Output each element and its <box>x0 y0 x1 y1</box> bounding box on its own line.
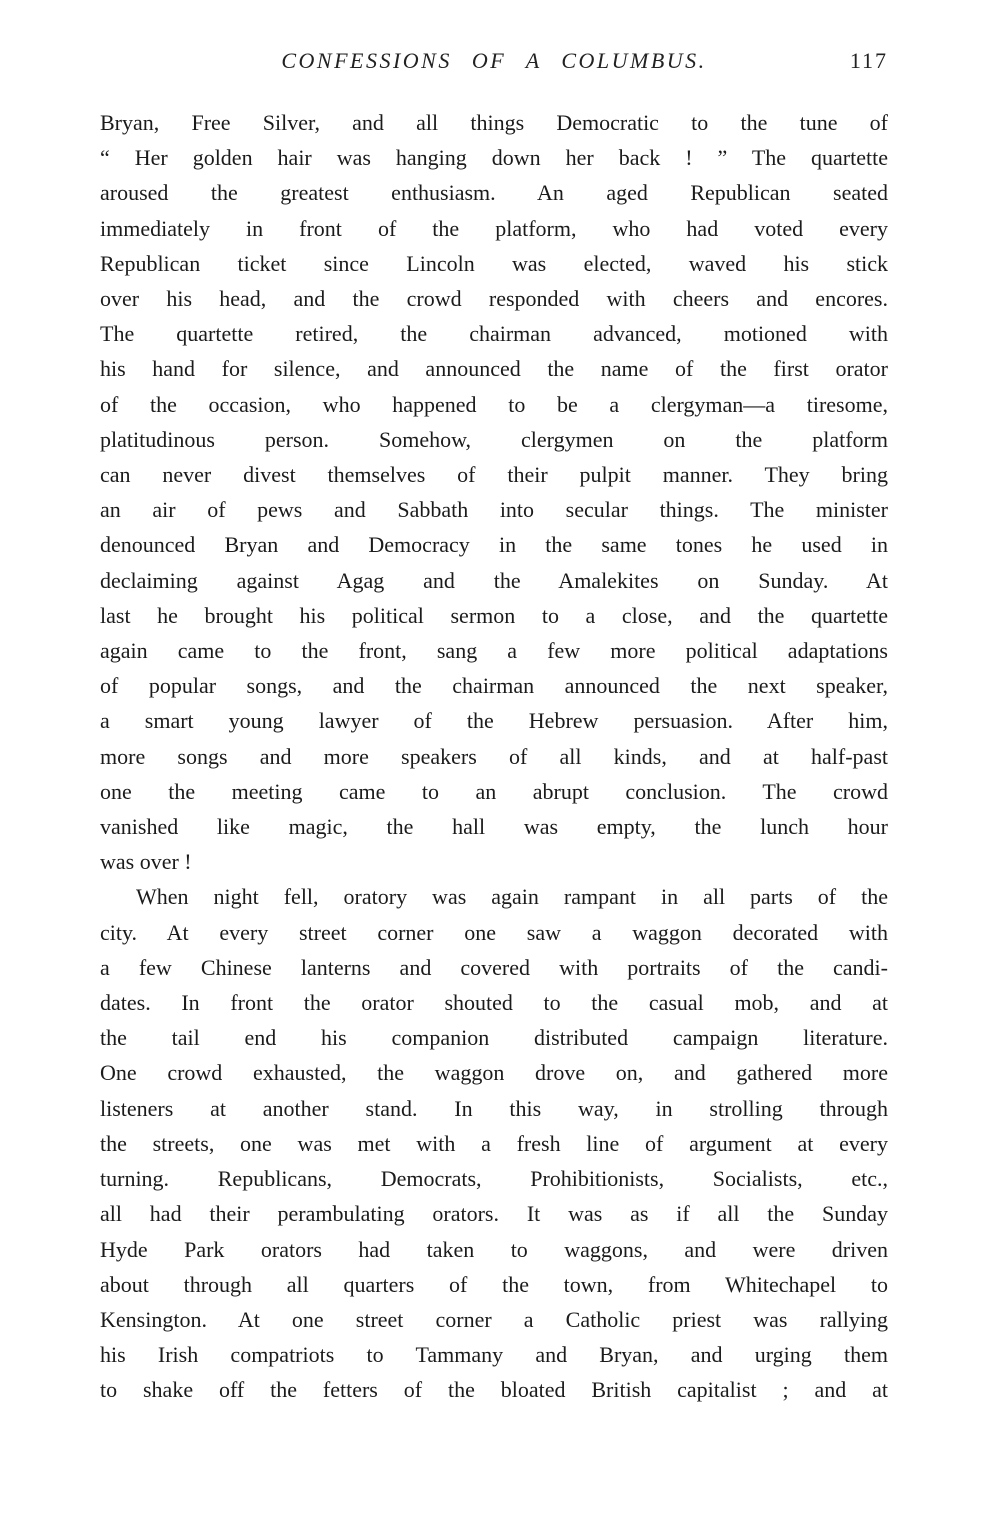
text-line: denounced Bryan and Democracy in the same tones he used in <box>100 532 888 558</box>
text-line: the streets, one was met with a fresh line of argument at every <box>100 1130 888 1156</box>
text-line: dates. In front the orator shouted to the casual mob, and at <box>100 990 888 1016</box>
text-line: city. At every street corner one saw a waggon decorated with <box>100 919 888 945</box>
text-line: all had their perambulating orators. It was as if all the Sunday <box>100 1201 888 1227</box>
text-line: the tail end his companion distributed campaign literature. <box>100 1025 888 1051</box>
text-line: vanished like magic, the hall was empty, the lunch hour <box>100 814 888 840</box>
text-line: One crowd exhausted, the waggon drove on, and gathered more <box>100 1060 888 1086</box>
text-line: a few Chinese lanterns and covered with portraits of the candi- <box>100 954 888 980</box>
text-line: last he brought his political sermon to a close, and the quartette <box>100 602 888 628</box>
text-line: his hand for silence, and announced the name of the first orator <box>100 356 888 382</box>
text-line: platitudinous person. Somehow, clergymen on the platform <box>100 426 888 452</box>
text-line: can never divest themselves of their pulpit manner. They bring <box>100 462 888 488</box>
text-line: was over ! <box>100 849 192 875</box>
text-line: listeners at another stand. In this way, in strolling through <box>100 1095 888 1121</box>
text-line: his Irish compatriots to Tammany and Bryan, and urging them <box>100 1342 888 1368</box>
running-header <box>100 48 888 78</box>
text-line: about through all quarters of the town, from Whitechapel to <box>100 1271 888 1297</box>
text-line: to shake off the fetters of the bloated British capitalist ; and at <box>100 1377 888 1403</box>
text-line: “ Her golden hair was hanging down her back ! ” The quartette <box>100 145 888 171</box>
text-line: Kensington. At one street corner a Catholic priest was rallying <box>100 1306 888 1332</box>
text-line: more songs and more speakers of all kinds, and at half-past <box>100 743 888 769</box>
text-line: Bryan, Free Silver, and all things Democratic to the tune of <box>100 110 888 135</box>
text-line: The quartette retired, the chairman advanced, motioned with <box>100 321 888 347</box>
page-body <box>100 105 888 1408</box>
text-line: over his head, and the crowd responded with cheers and encores. <box>100 286 888 312</box>
text-line: Republican ticket since Lincoln was elected, waved his stick <box>100 250 888 276</box>
text-line: immediately in front of the platform, who had voted every <box>100 215 888 241</box>
text-line: turning. Republicans, Democrats, Prohibitionists, Socialists, etc., <box>100 1166 888 1192</box>
text-line: again came to the front, sang a few more political adaptations <box>100 638 888 664</box>
text-line: an air of pews and Sabbath into secular things. The minister <box>100 497 888 523</box>
text-line: one the meeting came to an abrupt conclusion. The crowd <box>100 778 888 804</box>
text-line: When night fell, oratory was again rampant in all parts of the <box>136 884 888 910</box>
text-line: a smart young lawyer of the Hebrew persuasion. After him, <box>100 708 888 734</box>
text-line: of the occasion, who happened to be a clergyman—a tiresome, <box>100 391 888 417</box>
text-line: Hyde Park orators had taken to waggons, and were driven <box>100 1236 888 1262</box>
page-title: CONFESSIONS OF A COLUMBUS. <box>281 48 707 73</box>
text-line: aroused the greatest enthusiasm. An aged Republican seated <box>100 180 888 206</box>
text-line: of popular songs, and the chairman announced the next speaker, <box>100 673 888 699</box>
page-number: 117 <box>849 48 888 73</box>
text-line: declaiming against Agag and the Amalekites on Sunday. At <box>100 567 888 593</box>
